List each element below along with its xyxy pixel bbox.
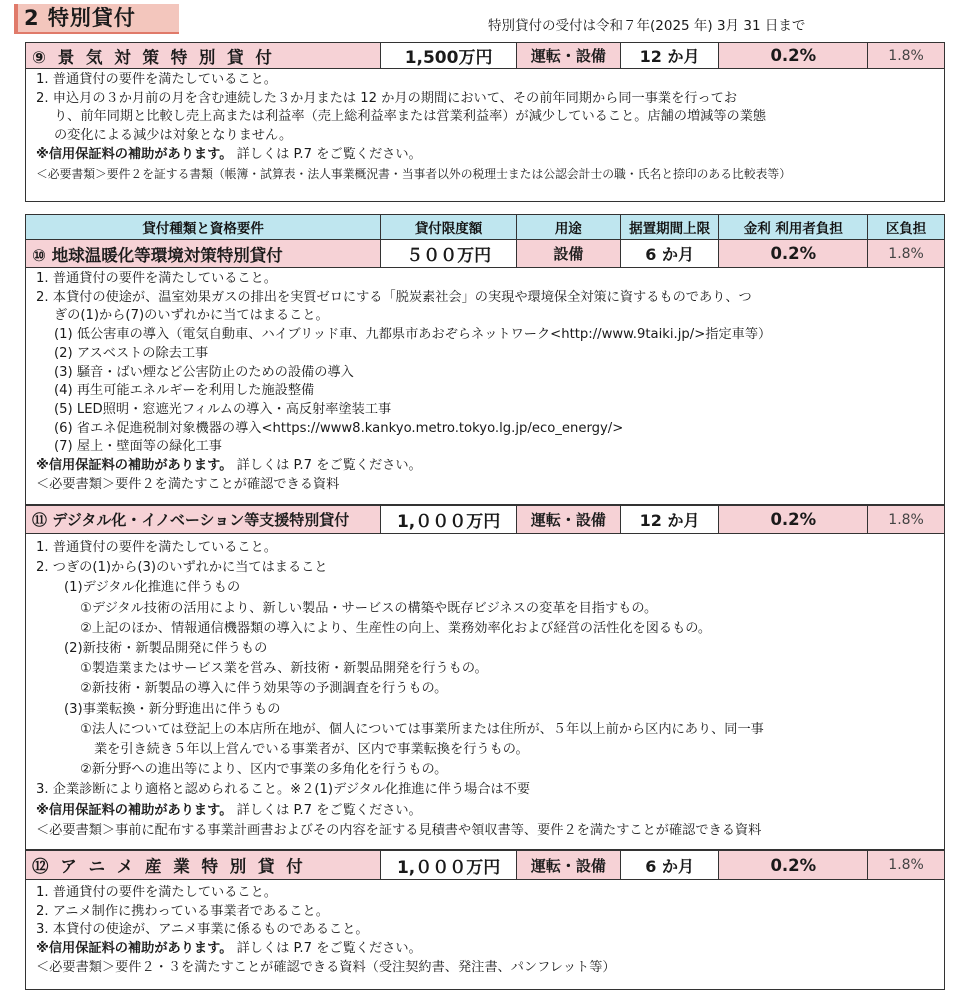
header-rate: 金利 利用者負担 — [719, 215, 868, 239]
required-documents: ＜必要書類＞事前に配布する事業計画書およびその内容を証する見積書や領収書等、要件２を満たすことが確認できる資料 — [36, 822, 762, 838]
loan-rate: 0.2% — [719, 851, 868, 879]
sub-item: (6) 省エネ促進税制対象機器の導入<https://www8.kankyo.metro.tokyo.lg.jp/eco_energy/> — [54, 420, 624, 436]
loan-rate: 0.2% — [719, 506, 868, 533]
guarantee-note: ※信用保証料の補助があります。 詳しくは P.7 をご覧ください。 — [36, 802, 422, 818]
table-header — [25, 214, 945, 240]
header-grace: 据置期間上限 — [621, 215, 720, 239]
requirement-line: 2. 申込月の３か月前の月を含む連続した３か月または 12 か月の期間において、その前年同期から同一事業を行ってお — [36, 90, 738, 106]
loan-use: 設備 — [517, 240, 621, 267]
loan-grace-period: 12 か月 — [621, 43, 720, 68]
sub-item: ①デジタル技術の活用により、新しい製品・サービスの構築や既存ビジネスの変革を目指すもの。 — [80, 600, 658, 616]
loan-name: ⑩ 地球温暖化等環境対策特別貸付 — [26, 240, 381, 267]
guarantee-note: ※信用保証料の補助があります。 詳しくは P.7 をご覧ください。 — [36, 941, 422, 957]
sub-item: (1)デジタル化推進に伴うもの — [64, 580, 241, 596]
requirement-line: 1. 普通貸付の要件を満たしていること。 — [36, 540, 277, 555]
loan-ward-share: 1.8% — [868, 43, 944, 68]
loan-rate: 0.2% — [719, 240, 868, 267]
loan-amount: ５００万円 — [381, 240, 517, 267]
header-amount: 貸付限度額 — [381, 215, 517, 239]
loan-use: 運転・設備 — [517, 506, 621, 533]
required-documents: ＜必要書類＞要件２を証する書類（帳簿・試算表・法人事業概況書・当事者以外の税理士または公認会計士の職・氏名と捺印のある比較表等） — [36, 166, 792, 181]
loan-name: ⑨ 景 気 対 策 特 別 貸 付 — [26, 43, 381, 68]
header-use: 用途 — [517, 215, 621, 239]
sub-item: (7) 屋上・壁面等の緑化工事 — [54, 439, 222, 455]
loan-row-10 — [25, 240, 945, 268]
requirement-line: 2. アニメ制作に携わっている事業者であること。 — [36, 903, 329, 919]
loan-ward-share: 1.8% — [868, 506, 944, 533]
loan-row-12 — [25, 850, 945, 880]
loan-use: 運転・設備 — [517, 43, 621, 68]
loan-name: ⑫ ア ニ メ 産 業 特 別 貸 付 — [26, 851, 381, 879]
application-deadline: 特別貸付の受付は令和７年(2025 年) 3月 31 日まで — [488, 18, 806, 34]
sub-item: ②新技術・新製品の導入に伴う効果等の予測調査を行うもの。 — [80, 681, 448, 697]
sub-item: (1) 低公害車の導入（電気自動車、ハイブリッド車、九都県市あおぞらネットワーク<http://www.9taiki.jp/>指定車等） — [54, 327, 772, 343]
sub-item: (2)新技術・新製品開発に伴うもの — [64, 641, 268, 657]
loan-name: ⑪ デジタル化・イノベーション等支援特別貸付 — [26, 506, 381, 533]
loan-grace-period: 12 か月 — [621, 506, 720, 533]
sub-item: (5) LED照明・窓遮光フィルムの導入・高反射率塗装工事 — [54, 401, 392, 417]
guarantee-note: ※信用保証料の補助があります。 詳しくは P.7 をご覧ください。 — [36, 146, 422, 162]
sub-item: ①法人については登記上の本店所在地が、個人については事業所または住所が、５年以上前から区内にあり、同一事 — [80, 721, 764, 737]
loan-9-requirements — [25, 69, 945, 202]
requirement-line: ぎの(1)から(7)のいずれかに当てはまること。 — [54, 308, 329, 324]
loan-11-requirements — [25, 534, 945, 850]
sub-item: ②上記のほか、情報通信機器類の導入により、生産性の向上、業務効率化および経営の活性化を図るもの。 — [80, 620, 712, 636]
requirement-line: 2. 本貸付の使途が、温室効果ガスの排出を実質ゼロにする「脱炭素社会」の実現や環境保全対策に資するものであり、つ — [36, 289, 752, 305]
requirement-line: 1. 普通貸付の要件を満たしていること。 — [36, 72, 277, 87]
loan-row-9 — [25, 42, 945, 69]
section-title: 2 特別貸付 — [14, 4, 179, 34]
sub-item: (3) 騒音・ばい煙など公害防止のための設備の導入 — [54, 364, 354, 380]
sub-item: (2) アスベストの除去工事 — [54, 345, 209, 361]
loan-grace-period: 6 か月 — [621, 240, 720, 267]
guarantee-note: ※信用保証料の補助があります。 詳しくは P.7 をご覧ください。 — [36, 458, 422, 474]
sub-item: ①製造業またはサービス業を営み、新技術・新製品開発を行うもの。 — [80, 661, 488, 677]
requirement-line: り、前年同期と比較し売上高または利益率（売上総利益率または営業利益率）が減少していること。店舗の増減等の業態 — [54, 109, 767, 125]
header-name: 貸付種類と資格要件 — [26, 215, 381, 239]
loan-ward-share: 1.8% — [868, 851, 944, 879]
sub-item: (3)事業転換・新分野進出に伴うもの — [64, 701, 281, 717]
loan-grace-period: 6 か月 — [621, 851, 720, 879]
loan-12-requirements — [25, 880, 945, 990]
requirement-line: の変化による減少は対象となりません。 — [54, 128, 293, 144]
sub-item: (4) 再生可能エネルギーを利用した施設整備 — [54, 383, 315, 399]
loan-use: 運転・設備 — [517, 851, 621, 879]
requirement-line: 3. 本貸付の使途が、アニメ事業に係るものであること。 — [36, 922, 369, 938]
requirement-line: 1. 普通貸付の要件を満たしていること。 — [36, 271, 277, 286]
requirement-line: 2. つぎの(1)から(3)のいずれかに当てはまること — [36, 560, 328, 576]
loan-amount: 1,０００万円 — [381, 851, 517, 879]
requirement-line: 3. 企業診断により適格と認められること。※２(1)デジタル化推進に伴う場合は不要 — [36, 782, 531, 798]
loan-10-requirements — [25, 268, 945, 505]
loan-amount: 1,500万円 — [381, 43, 517, 68]
sub-item: ②新分野への進出等により、区内で事業の多角化を行うもの。 — [80, 762, 448, 778]
loan-amount: 1,０００万円 — [381, 506, 517, 533]
loan-ward-share: 1.8% — [868, 240, 944, 267]
loan-row-11 — [25, 505, 945, 534]
required-documents: ＜必要書類＞要件２を満たすことが確認できる資料 — [36, 476, 340, 492]
loan-rate: 0.2% — [719, 43, 868, 68]
header-ward: 区負担 — [868, 215, 944, 239]
requirement-line: 1. 普通貸付の要件を満たしていること。 — [36, 885, 277, 900]
required-documents: ＜必要書類＞要件２・３を満たすことが確認できる資料（受注契約書、発注書、パンフレット等） — [36, 959, 616, 975]
sub-item: 業を引き続き５年以上営んでいる事業者が、区内で事業転換を行うもの。 — [94, 742, 529, 758]
